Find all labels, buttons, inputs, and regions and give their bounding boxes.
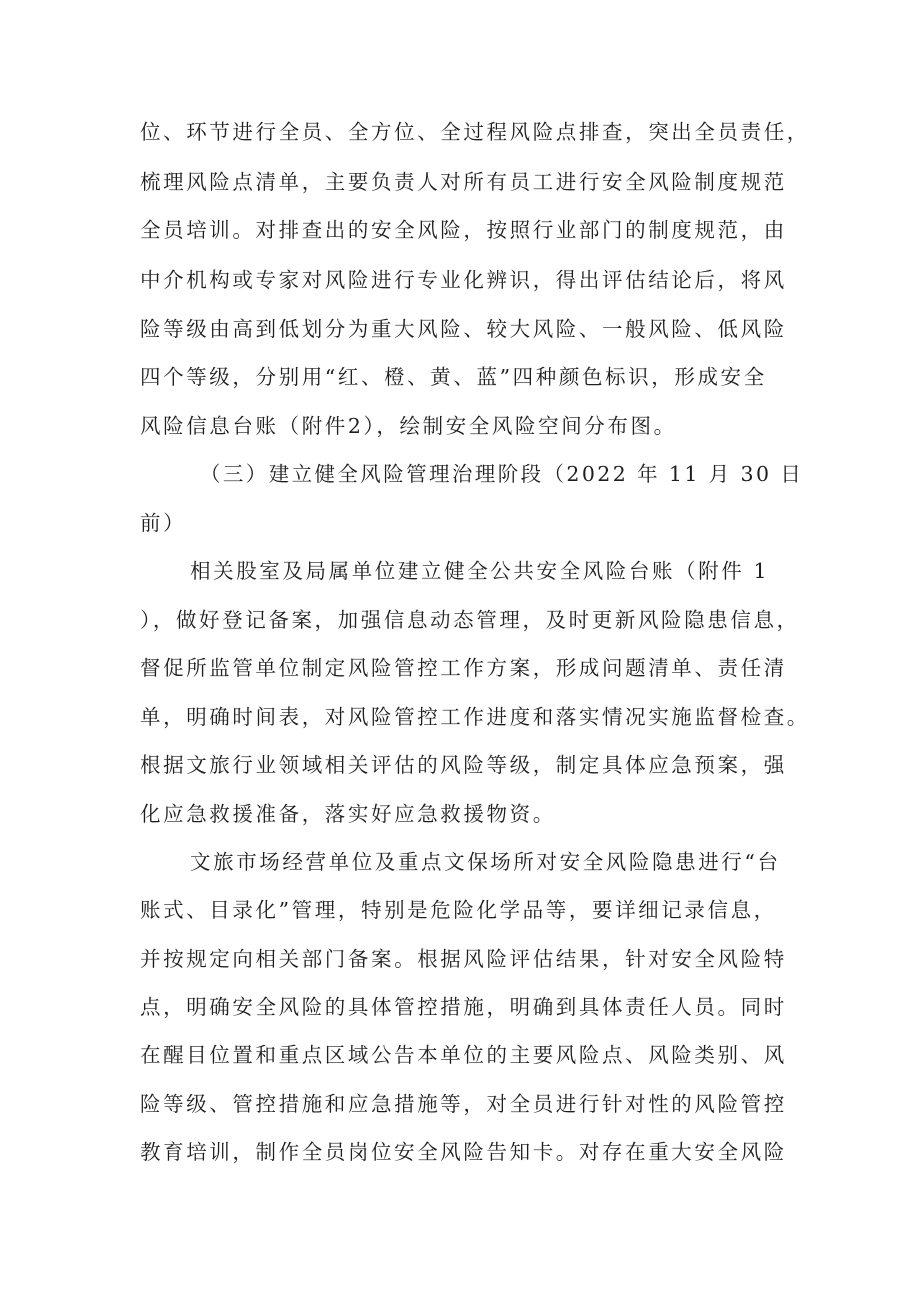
text-line: 全员培训。对排查出的安全风险，按照行业部门的制度规范，由 <box>140 218 787 242</box>
text-line: 在醒目位置和重点区域公告本单位的主要风险点、风险类别、风 <box>140 1043 787 1067</box>
text-line: 点，明确安全风险的具体管控措施，明确到具体责任人员。同时 <box>140 995 787 1019</box>
text-line: 险等级、管控措施和应急措施等，对全员进行针对性的风险管控 <box>140 1092 787 1116</box>
paragraph-first-line: 相关股室及局属单位建立健全公共安全风险台账（附件 1 <box>190 559 770 583</box>
text-line: 并按规定向相关部门备案。根据风险评估结果，针对安全风险特 <box>140 947 787 971</box>
text-line: 位、环节进行全员、全方位、全过程风险点排查，突出全员责任， <box>140 120 810 144</box>
text-line: 中介机构或专家对风险进行专业化辨识，得出评估结论后，将风 <box>140 268 787 292</box>
section-heading: （三）建立健全风险管理治理阶段（2022 年 11 月 30 日 <box>200 462 804 486</box>
paragraph-first-line: 文旅市场经营单位及重点文保场所对安全风险隐患进行“台 <box>190 850 781 874</box>
section-heading-continuation: 前） <box>140 511 187 535</box>
text-line: 教育培训，制作全员岗位安全风险告知卡。对存在重大安全风险 <box>140 1140 787 1164</box>
text-line: 四个等级，分别用“红、橙、黄、蓝”四种颜色标识，形成安全 <box>140 365 767 389</box>
text-line: 风险信息台账（附件2），绘制安全风险空间分布图。 <box>140 414 677 438</box>
text-line: ），做好登记备案，加强信息动态管理，及时更新风险隐患信息， <box>140 608 800 632</box>
text-line: 督促所监管单位制定风险管控工作方案，形成问题清单、责任清 <box>140 656 787 680</box>
text-line: 根据文旅行业领域相关评估的风险等级，制定具体应急预案，强 <box>140 753 787 777</box>
text-line: 化应急救援准备，落实好应急救援物资。 <box>140 802 556 826</box>
text-line: 险等级由高到低划分为重大风险、较大风险、一般风险、低风险 <box>140 317 787 341</box>
text-line: 梳理风险点清单，主要负责人对所有员工进行安全风险制度规范 <box>140 170 787 194</box>
text-line: 账式、目录化”管理，特别是危险化学品等，要详细记录信息， <box>140 898 777 922</box>
text-line: 单，明确时间表，对风险管控工作进度和落实情况实施监督检查。 <box>140 705 810 729</box>
